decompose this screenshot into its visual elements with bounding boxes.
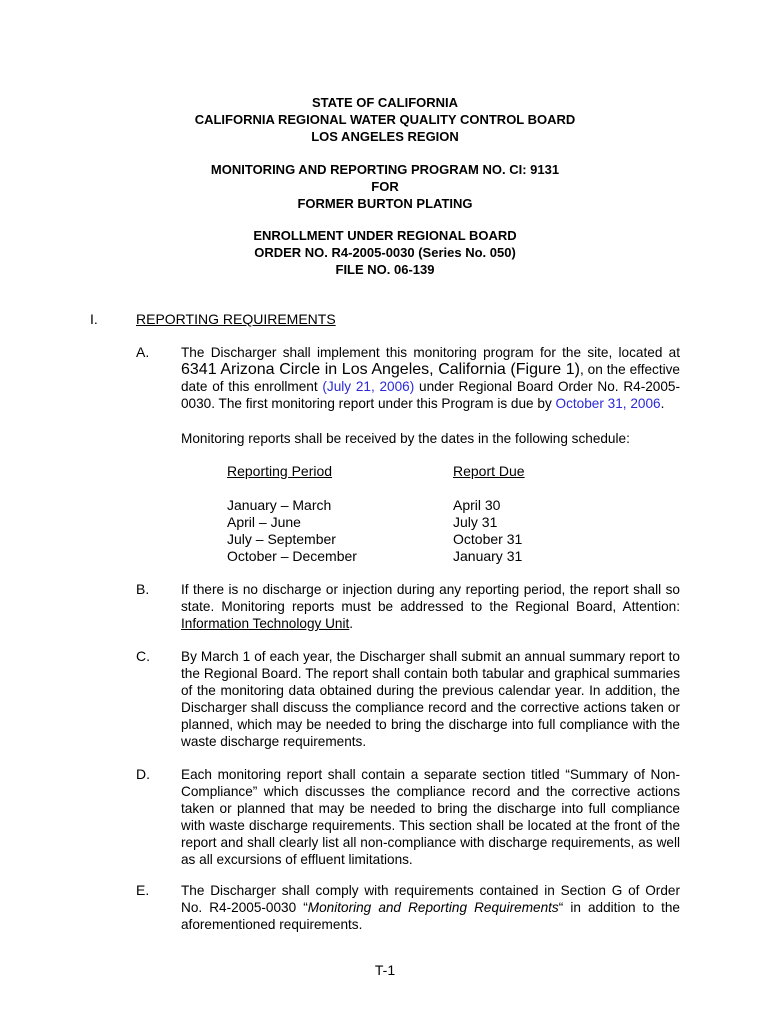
referenced-section-title: Monitoring and Reporting Requirements bbox=[307, 900, 559, 915]
header-line: ENROLLMENT UNDER REGIONAL BOARD bbox=[253, 228, 517, 243]
schedule-period-column bbox=[227, 463, 357, 565]
section-number: I. bbox=[90, 311, 98, 327]
item-a-text bbox=[181, 344, 680, 412]
schedule-due: October 31 bbox=[453, 531, 523, 547]
schedule-due: July 31 bbox=[453, 514, 498, 530]
item-a-sentence: The Discharger shall implement this monitoring program for the site, located at bbox=[181, 345, 680, 360]
header-line: FILE NO. 06-139 bbox=[335, 262, 435, 277]
header-line: MONITORING AND REPORTING PROGRAM NO. CI: 9131 bbox=[210, 162, 560, 177]
item-c-text: By March 1 of each year, the Discharger shall submit an annual summary report to the Regional Board. The report shall contain both tabular and graphical summaries of the monitoring data obtained during the previous calendar year. In addition, the Discharger shall discuss the compliance record and the corrective actions taken or planned, which may be needed to bring the discharge into full compliance with the waste discharge requirements. bbox=[181, 649, 680, 749]
item-a-sentence: . bbox=[660, 396, 665, 411]
item-e-sentence: “ in addition to the aforementioned requirements. bbox=[181, 900, 680, 932]
header-line: FORMER BURTON PLATING bbox=[297, 196, 473, 211]
agency-header bbox=[0, 94, 770, 145]
item-a-sentence: under Regional Board Order No. R4-2005-0030. The first monitoring report under this Program is due by bbox=[181, 379, 681, 411]
schedule-intro: Monitoring reports shall be received by the dates in the following schedule: bbox=[181, 431, 630, 446]
item-b-sentence: If there is no discharge or injection during any reporting period, the report shall so state. Monitoring reports must be addressed to the Regional Board, Attention: bbox=[181, 582, 680, 614]
item-a-sentence: , on the effective date of this enrollment bbox=[181, 362, 680, 394]
item-letter-d: D. bbox=[136, 766, 150, 782]
schedule-header-period: Reporting Period bbox=[227, 463, 333, 479]
item-letter-a: A. bbox=[136, 344, 150, 360]
schedule-due: April 30 bbox=[453, 497, 501, 513]
schedule-period: April – June bbox=[227, 514, 301, 530]
schedule-due: January 31 bbox=[453, 548, 523, 564]
page-number: T-1 bbox=[374, 962, 396, 978]
schedule-header-due: Report Due bbox=[453, 463, 525, 479]
schedule-period: July – September bbox=[227, 531, 336, 547]
section-title: REPORTING REQUIREMENTS bbox=[136, 311, 336, 327]
header-line: ORDER NO. R4-2005-0030 (Series No. 050) bbox=[254, 245, 516, 260]
header-line: STATE OF CALIFORNIA bbox=[311, 95, 459, 110]
item-b-text bbox=[181, 581, 680, 632]
enrollment-info bbox=[0, 227, 770, 278]
item-letter-e: E. bbox=[136, 882, 150, 898]
enrollment-date: (July 21, 2006) bbox=[322, 379, 415, 394]
schedule-period: October – December bbox=[227, 548, 357, 564]
program-title bbox=[0, 161, 770, 212]
header-line: LOS ANGELES REGION bbox=[311, 129, 459, 144]
item-letter-b: B. bbox=[136, 581, 150, 597]
item-letter-c: C. bbox=[136, 648, 150, 664]
first-report-due-date: October 31, 2006 bbox=[555, 396, 661, 411]
item-e-text bbox=[181, 882, 680, 933]
header-line: CALIFORNIA REGIONAL WATER QUALITY CONTROL BOARD bbox=[194, 112, 576, 127]
schedule-period: January – March bbox=[227, 497, 332, 513]
item-b-sentence: . bbox=[349, 616, 354, 631]
attention-unit: Information Technology Unit bbox=[181, 616, 350, 631]
item-e-sentence: The Discharger shall comply with requirements contained in Section G of Order No. R4-2005-0030 “ bbox=[181, 883, 680, 915]
header-line: FOR bbox=[371, 179, 399, 194]
item-d-text: Each monitoring report shall contain a separate section titled “Summary of Non-Compliance” which discusses the compliance record and the corrective actions taken or planned that may be needed to bring the discharge into full compliance with waste discharge requirements. This section shall be located at the front of the report and shall clearly list all non-compliance with discharge requirements, as well as all excursions of effluent limitations. bbox=[181, 767, 680, 867]
schedule-due-column bbox=[453, 463, 525, 565]
site-location: 6341 Arizona Circle in Los Angeles, California (Figure 1) bbox=[181, 361, 580, 378]
